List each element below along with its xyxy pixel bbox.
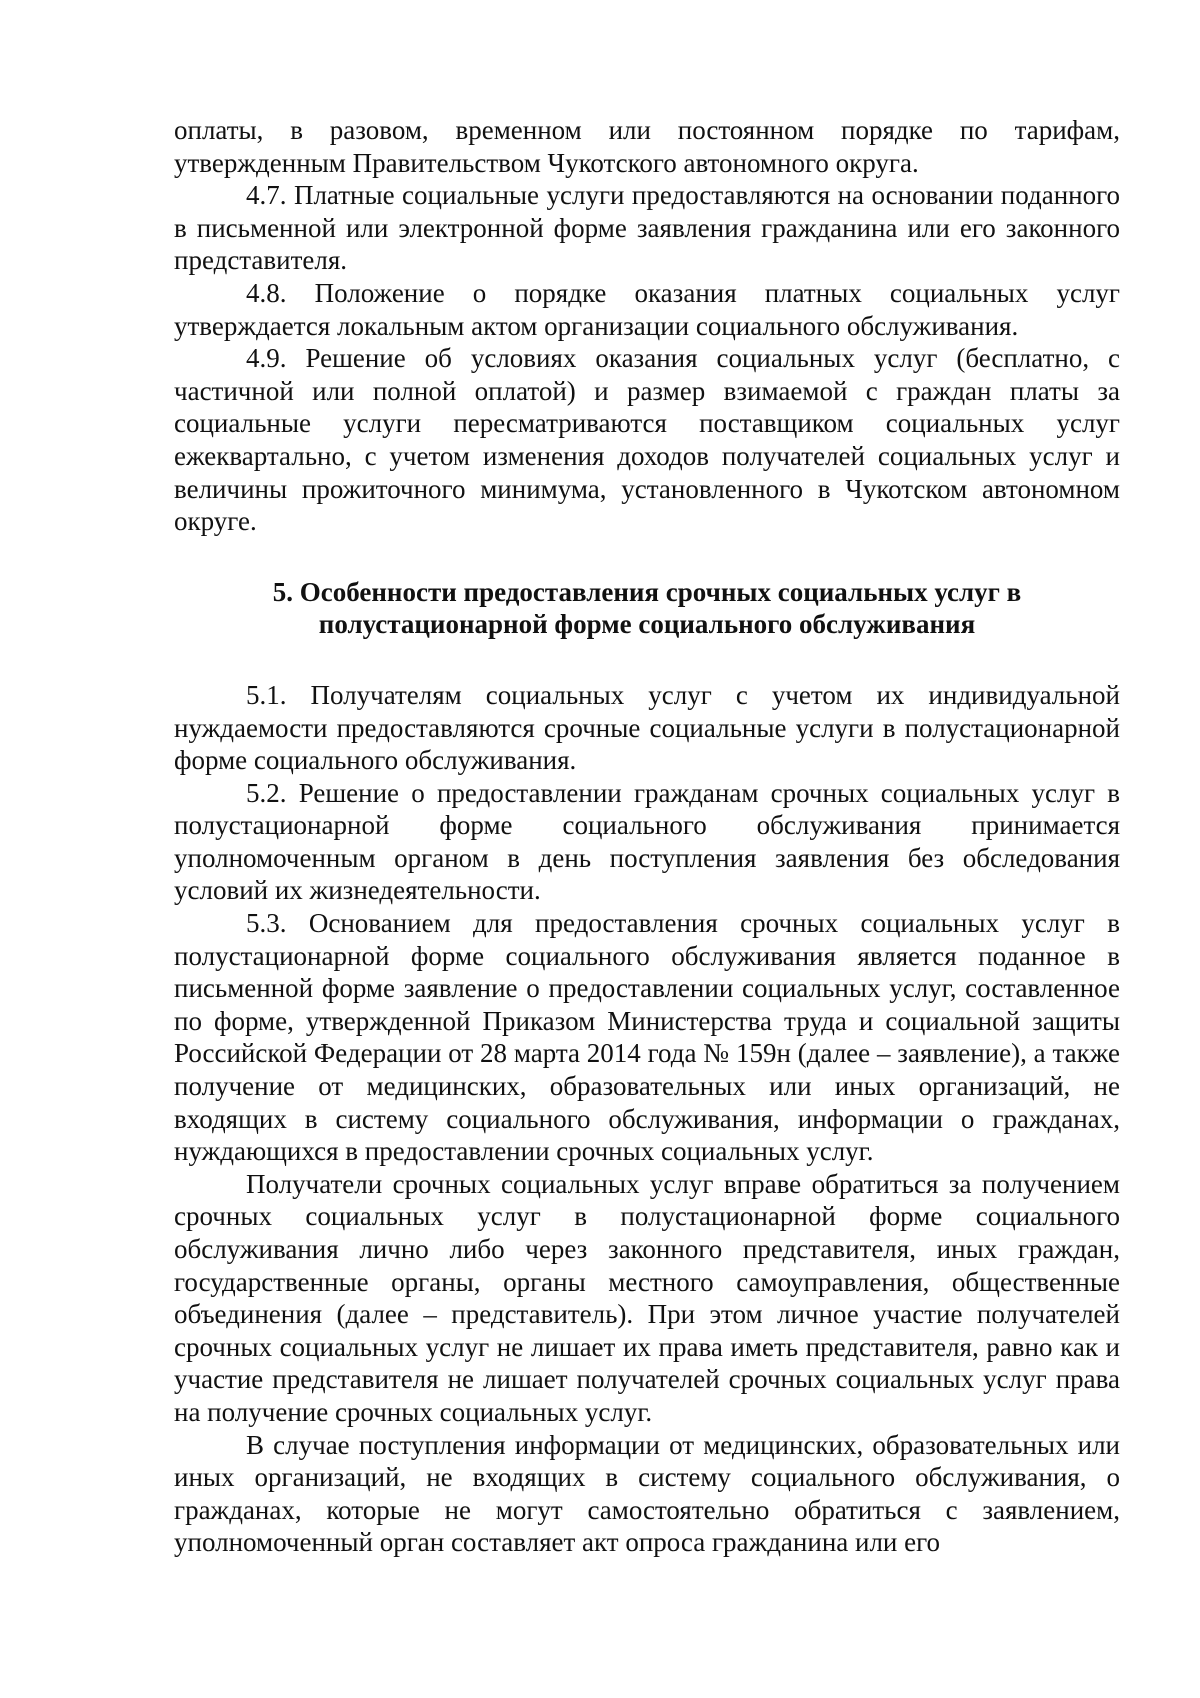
paragraph-4-9: 4.9. Решение об условиях оказания социальных услуг (бесплатно, с частичной или полной оплатой) и размер взимаемой с граждан платы за социальные услуги пересматриваются поставщиком социальных услуг ежеквартально, с учетом изменения доходов получателей социальных услуг и величины прожиточного минимума, установленного в Чукотском автономном округе. (174, 343, 1120, 537)
paragraph-4-8: 4.8. Положение о порядке оказания платных социальных услуг утверждается локальным актом организации социального обслуживания. (174, 277, 1120, 341)
section-5-heading (174, 576, 1120, 641)
paragraph-5-1: 5.1. Получателям социальных услуг с учетом их индивидуальной нуждаемости предоставляются срочные социальные услуги в полустационарной форме социального обслуживания. (174, 679, 1120, 776)
section-5-heading-line-1: 5. Особенности предоставления срочных социальных услуг в (272, 576, 1022, 607)
paragraph-information-case: В случае поступления информации от медицинских, образовательных или иных организаций, не входящих в систему социального обслуживания, о гражданах, которые не могут самостоятельно обратиться с заявлением, уполномоченный орган составляет акт опроса гражданина или его (174, 1429, 1120, 1558)
paragraph-5-2: 5.2. Решение о предоставлении гражданам срочных социальных услуг в полустационарной форме социального обслуживания принимается уполномоченным органом в день поступления заявления без обследования условий их жизнедеятельности. (174, 777, 1120, 906)
paragraph-5-3: 5.3. Основанием для предоставления срочных социальных услуг в полустационарной форме социального обслуживания является поданное в письменной форме заявление о предоставлении социальных услуг, составленное по форме, утвержденной Приказом Министерства труда и социальной защиты Российской Федерации от 28 марта 2014 года № 159н (далее – заявление), а также получение от медицинских, образовательных или иных организаций, не входящих в систему социального обслуживания, информации о гражданах, нуждающихся в предоставлении срочных социальных услуг. (174, 908, 1120, 1167)
paragraph-continuation: оплаты, в разовом, временном или постоянном порядке по тарифам, утвержденным Правительством Чукотского автономного округа. (174, 115, 1120, 178)
document-page (174, 114, 1120, 1559)
paragraph-recipients-rights: Получатели срочных социальных услуг вправе обратиться за получением срочных социальных услуг в полустационарной форме социального обслуживания лично либо через законного представителя, иных граждан, государственные органы, органы местного самоуправления, общественные объединения (далее – представитель). При этом личное участие получателей срочных социальных услуг не лишает их права иметь представителя, равно как и участие представителя не лишает получателей срочных социальных услуг права на получение срочных социальных услуг. (174, 1168, 1120, 1427)
section-5-heading-line-2: полустационарной форме социального обслуживания (318, 609, 976, 640)
paragraph-4-7: 4.7. Платные социальные услуги предоставляются на основании поданного в письменной или электронной форме заявления гражданина или его законного представителя. (174, 180, 1120, 276)
